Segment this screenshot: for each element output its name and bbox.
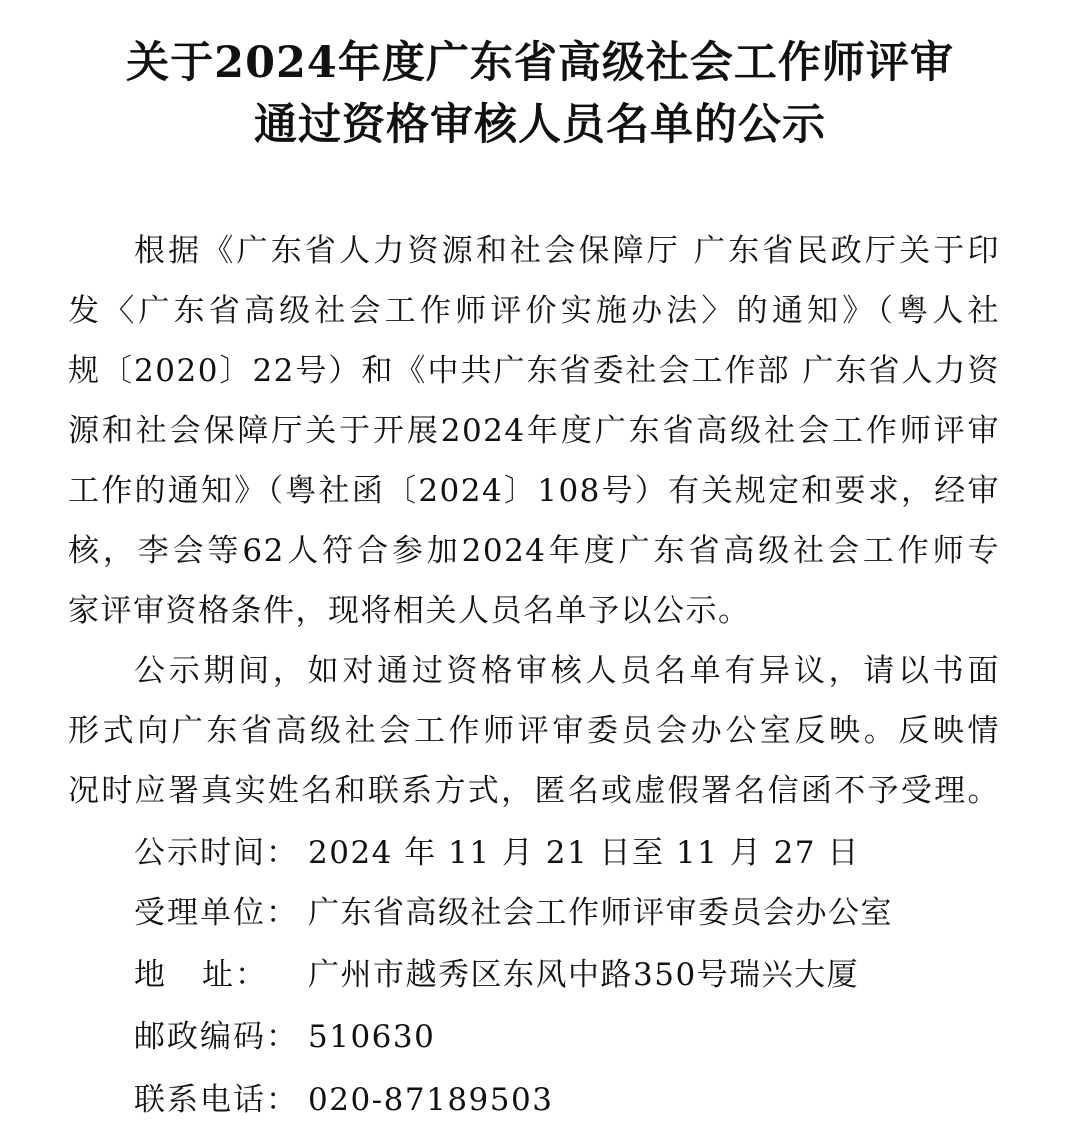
- info-label: [134, 955, 268, 995]
- info-period: [134, 833, 860, 873]
- info-label-part: 址：: [202, 957, 268, 993]
- info-value: 广东省高级社会工作师评审委员会办公室: [308, 895, 893, 931]
- info-label: 公示时间：: [134, 835, 299, 871]
- title-line-2: 通过资格审核人员名单的公示: [254, 100, 826, 150]
- info-phone: [134, 1080, 553, 1120]
- paragraph-line: 工作的通知》（粤社函〔2024〕108号）有关规定和要求，经审: [68, 473, 1000, 509]
- paragraph-line: 规〔2020〕22号）和《中共广东省委社会工作部 广东省人力资: [68, 353, 1000, 389]
- info-value: 510630: [308, 1019, 436, 1055]
- info-unit: [134, 893, 893, 933]
- info-value: 2024 年 11 月 21 日至 11 月 27 日: [308, 835, 860, 871]
- info-label: 受理单位：: [134, 895, 299, 931]
- paragraph-line: 核，李会等62人符合参加2024年度广东省高级社会工作师专: [68, 533, 1000, 569]
- info-label: 邮政编码：: [134, 1019, 299, 1055]
- paragraph-line: 况时应署真实姓名和联系方式，匿名或虚假署名信函不予受理。: [68, 773, 1000, 809]
- paragraph-line: 公示期间，如对通过资格审核人员名单有异议，请以书面: [134, 653, 1000, 689]
- info-postcode: [134, 1017, 435, 1057]
- paragraph-line: 源和社会保障厅关于开展2024年度广东省高级社会工作师评审: [68, 413, 1000, 449]
- info-label: 联系电话：: [134, 1082, 299, 1118]
- paragraph-line: 形式向广东省高级社会工作师评审委员会办公室反映。反映情: [68, 713, 1000, 749]
- info-address: [134, 955, 859, 995]
- info-value: 广州市越秀区东风中路350号瑞兴大厦: [308, 957, 860, 993]
- info-value: 020-87189503: [308, 1082, 554, 1118]
- title-line-1: 关于2024年度广东省高级社会工作师评审: [126, 38, 954, 88]
- info-label-part: 地: [134, 957, 167, 993]
- paragraph-line: 发〈广东省高级社会工作师评价实施办法〉的通知》（粤人社: [68, 293, 1000, 329]
- paragraph-line: 根据《广东省人力资源和社会保障厅 广东省民政厅关于印: [134, 233, 1000, 269]
- paragraph-line: 家评审资格条件，现将相关人员名单予以公示。: [68, 593, 751, 629]
